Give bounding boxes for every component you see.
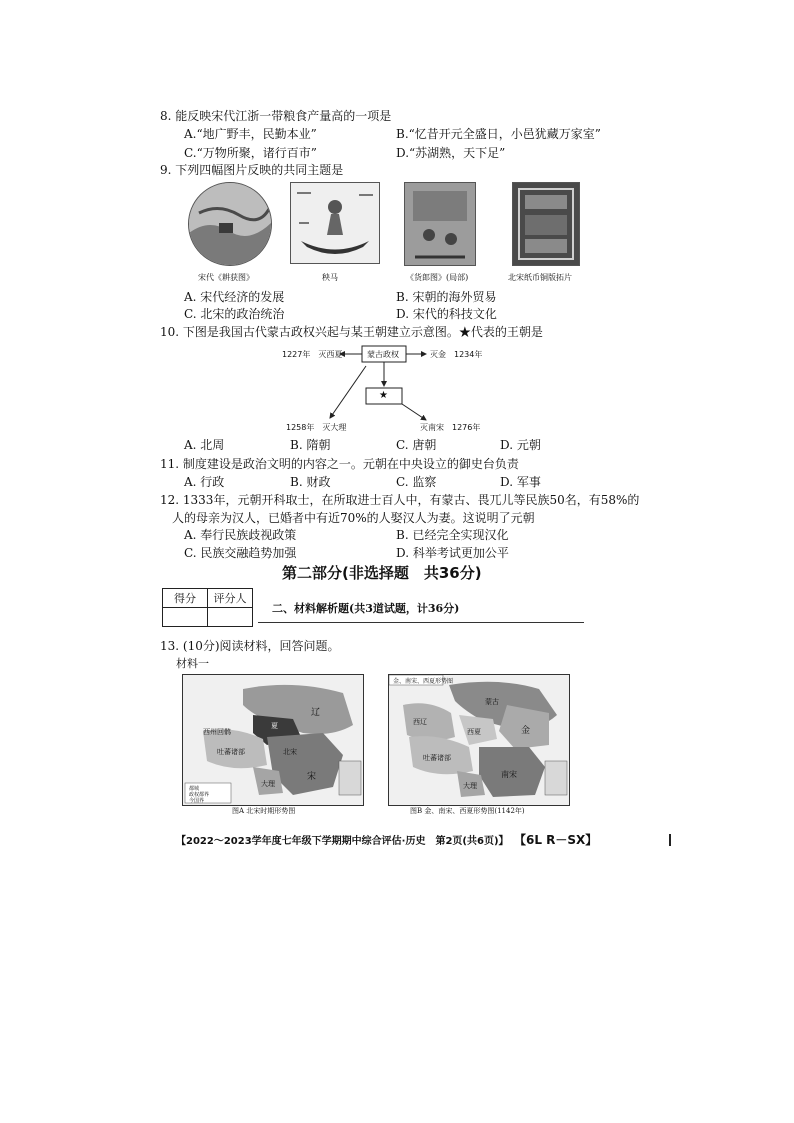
q10-stem: 10. 下图是我国古代蒙古政权兴起与某王朝建立示意图。★代表的王朝是 bbox=[160, 325, 543, 339]
section-title: 二、材料解析题(共3道试题，计36分) bbox=[272, 602, 460, 615]
page-edge-mark bbox=[669, 834, 671, 846]
q12-stem-line1: 12. 1333年，元朝开科取士，在所取进士百人中，有蒙古、畏兀儿等民族50名，有58%的 bbox=[160, 493, 640, 507]
q9-caption-2: 秧马 bbox=[322, 273, 338, 282]
map-b-label-xixia: 西夏 bbox=[467, 728, 481, 736]
q11-option-a: A. 行政 bbox=[184, 475, 225, 489]
q8-option-d: D.“苏湖熟，天下足” bbox=[396, 146, 506, 160]
q12-option-c: C. 民族交融趋势加强 bbox=[184, 546, 297, 560]
diagram-left-top: 1227年 灭西夏 bbox=[282, 350, 343, 359]
q8-option-a: A.“地广野丰，民勤本业” bbox=[184, 127, 317, 141]
map-b-label-mongol: 蒙古 bbox=[485, 698, 499, 706]
mongol-rise-diagram bbox=[270, 342, 510, 434]
q10-option-b: B. 隋朝 bbox=[290, 438, 331, 452]
q9-caption-1: 宋代《耕获图》 bbox=[198, 273, 254, 282]
score-header: 得分 bbox=[163, 589, 208, 608]
map-a-label-liao: 辽 bbox=[311, 708, 321, 718]
q10-option-c: C. 唐朝 bbox=[396, 438, 437, 452]
map-a-legend-border: 政权都界 bbox=[189, 792, 210, 798]
footer-left: 【2022～2023学年度七年级下学期期中综合评估·历史 第2页(共6页)】 bbox=[176, 836, 509, 847]
q13-material-label: 材料一 bbox=[176, 657, 209, 670]
grader-cell bbox=[208, 608, 253, 627]
score-cell bbox=[163, 608, 208, 627]
q10-option-a: A. 北周 bbox=[184, 438, 225, 452]
map-a-label-tubo: 吐蕃诸部 bbox=[217, 748, 245, 756]
q11-option-b: B. 财政 bbox=[290, 475, 331, 489]
yangma-image bbox=[290, 182, 380, 264]
map-b-caption: 图B 金、南宋、西夏形势图(1142年) bbox=[410, 807, 525, 815]
q13-stem: 13. (10分)阅读材料，回答问题。 bbox=[160, 639, 340, 653]
q9-caption-4: 北宋纸币铜版拓片 bbox=[508, 273, 572, 282]
score-table bbox=[162, 588, 253, 627]
footer-right: 【6L R－SX】 bbox=[514, 833, 598, 847]
section-underline bbox=[258, 622, 584, 623]
q9-stem: 9. 下列四幅图片反映的共同主题是 bbox=[160, 163, 344, 177]
map-a-label-song: 宋 bbox=[307, 772, 317, 782]
q9-option-b: B. 宋朝的海外贸易 bbox=[396, 290, 497, 304]
map-b-title: 金、南宋、西夏形势图 bbox=[393, 678, 454, 685]
diagram-right-top: 灭金 1234年 bbox=[430, 350, 483, 359]
huolang-painting-image bbox=[404, 182, 476, 266]
map-b-label-nan-song: 南宋 bbox=[501, 770, 517, 779]
q11-option-d: D. 军事 bbox=[500, 475, 541, 489]
map-b-label-jin: 金 bbox=[521, 726, 531, 736]
map-a-northern-song bbox=[182, 674, 364, 806]
q9-option-c: C. 北宋的政治统治 bbox=[184, 307, 285, 321]
map-a-label-bei-song: 北宋 bbox=[283, 748, 297, 756]
q8-option-c: C.“万物所聚，诸行百市” bbox=[184, 146, 317, 160]
q11-stem: 11. 制度建设是政治文明的内容之一。元朝在中央设立的御史台负责 bbox=[160, 457, 519, 471]
q12-option-d: D. 科举考试更加公平 bbox=[396, 546, 509, 560]
map-b-label-tubo: 吐蕃诸部 bbox=[423, 754, 451, 762]
q8-stem: 8. 能反映宋代江浙一带粮食产量高的一项是 bbox=[160, 109, 392, 123]
diagram-left-bottom: 1258年 灭大理 bbox=[286, 423, 347, 432]
diagram-center-label: 蒙古政权 bbox=[367, 350, 399, 359]
q12-option-b: B. 已经完全实现汉化 bbox=[396, 528, 509, 542]
q12-stem-line2: 人的母亲为汉人，已婚者中有近70%的人娶汉人为妻。这说明了元朝 bbox=[172, 511, 535, 525]
map-a-legend-capital: 都城 bbox=[189, 786, 200, 792]
gengtu-painting-image bbox=[188, 182, 272, 266]
part2-title: 第二部分(非选择题 共36分) bbox=[282, 564, 482, 582]
q9-option-a: A. 宋代经济的发展 bbox=[184, 290, 285, 304]
q9-option-d: D. 宋代的科技文化 bbox=[396, 307, 497, 321]
diagram-star: ★ bbox=[379, 390, 388, 401]
map-a-caption: 图A 北宋时期形势图 bbox=[232, 807, 296, 815]
q11-option-c: C. 监察 bbox=[396, 475, 437, 489]
map-b-label-dali: 大理 bbox=[463, 782, 477, 790]
grader-header: 评分人 bbox=[208, 589, 253, 608]
map-b-jin-song-xixia bbox=[388, 674, 570, 806]
q9-caption-3: 《货郎图》(局部) bbox=[406, 273, 469, 282]
map-b-label-xiliao: 西辽 bbox=[413, 718, 427, 726]
paper-money-plate-image bbox=[512, 182, 580, 266]
map-a-legend-modern-border: 今国界 bbox=[189, 798, 205, 804]
map-a-label-xia: 夏 bbox=[271, 722, 278, 730]
map-a-label-xizhou: 西州回鹘 bbox=[203, 728, 231, 736]
q10-option-d: D. 元朝 bbox=[500, 438, 541, 452]
q8-option-b: B.“忆昔开元全盛日，小邑犹藏万家室” bbox=[396, 127, 601, 141]
diagram-right-bottom: 灭南宋 1276年 bbox=[420, 423, 481, 432]
map-a-label-dali: 大理 bbox=[261, 780, 275, 788]
q12-option-a: A. 奉行民族歧视政策 bbox=[184, 528, 297, 542]
